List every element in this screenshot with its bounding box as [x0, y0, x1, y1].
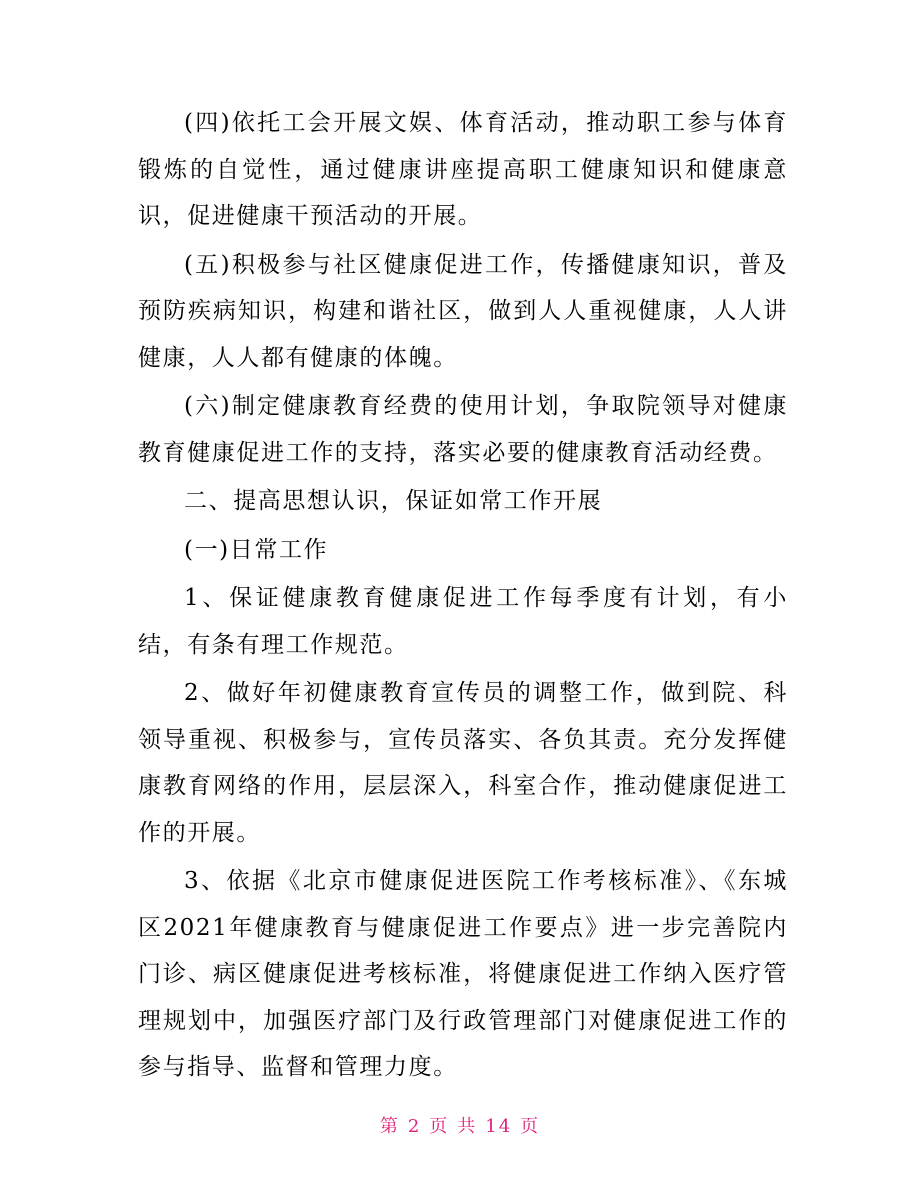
paragraph-item-3: 3、依据《北京市健康促进医院工作考核标准》、《东城区2021年健康教育与健康促进工作要点》进一步完善院内门诊、病区健康促进考核标准，将健康促进工作纳入医疗管理规划中，加强医疗部门及行政管理部门对健康促进工作的参与指导、监督和管理力度。	[138, 868, 788, 1080]
paragraph-section-4: (四)依托工会开展文娱、体育活动，推动职工参与体育锻炼的自觉性，通过健康讲座提高职工健康知识和健康意识，促进健康干预活动的开展。	[138, 110, 788, 229]
footer-total-pages: 14	[485, 1116, 513, 1137]
paragraph-section-6: (六)制定健康教育经费的使用计划，争取院领导对健康教育健康促进工作的支持，落实必要的健康教育活动经费。	[138, 393, 788, 466]
footer-current-page: 2	[407, 1116, 422, 1137]
page-number-footer	[0, 1112, 920, 1138]
paragraph-section-5: (五)积极参与社区健康促进工作，传播健康知识，普及预防疾病知识，构建和谐社区，做到人人重视健康，人人讲健康，人人都有健康的体魄。	[138, 251, 788, 371]
footer-prefix: 第	[379, 1116, 400, 1137]
footer-suffix: 页	[520, 1116, 541, 1137]
subheading-daily-work: (一)日常工作	[184, 536, 329, 563]
footer-total-word: 共	[457, 1116, 478, 1137]
paragraph-item-1: 1、保证健康教育健康促进工作每季度有计划，有小结，有条有理工作规范。	[138, 585, 788, 658]
document-body	[138, 100, 788, 1093]
heading-section-2: 二、提高思想认识，保证如常工作开展	[184, 488, 603, 514]
paragraph-item-2: 2、做好年初健康教育宣传员的调整工作，做到院、科领导重视、积极参与，宣传员落实、各负其责。充分发挥健康教育网络的作用，层层深入，科室合作，推动健康促进工作的开展。	[138, 680, 788, 846]
footer-page-word: 页	[429, 1116, 450, 1137]
